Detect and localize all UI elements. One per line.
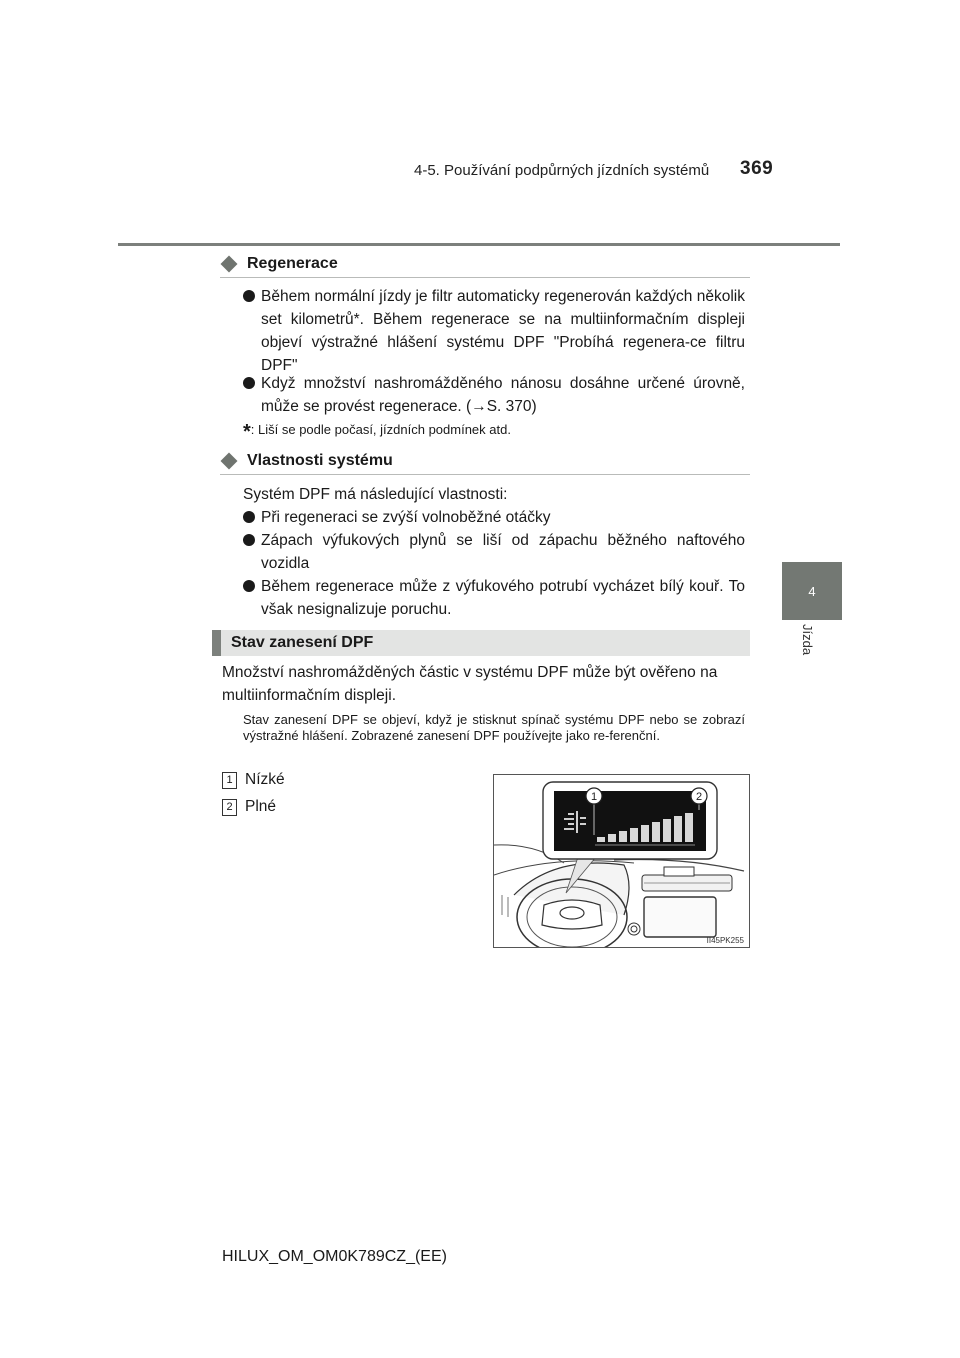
list-item: Při regeneraci se zvýší volnoběžné otáčky — [243, 506, 745, 529]
running-header-title: 4-5. Používání podpůrných jízdních systémů — [414, 162, 710, 179]
legend-number: 1 — [222, 772, 237, 789]
bullet-dot-icon — [243, 511, 255, 523]
footnote: *: Liší se podle počasí, jízdních podmínek atd. — [243, 421, 511, 443]
figure-code: II45PK255 — [706, 936, 744, 945]
legend-number: 2 — [222, 799, 237, 816]
list-item: Zápach výfukových plynů se liší od zápachu běžného naftového vozidla — [243, 529, 745, 575]
diamond-bullet-icon — [221, 256, 238, 273]
dpf-display-figure — [493, 774, 750, 948]
list-item: Během normální jízdy je filtr automaticky regenerován každých několik set kilometrů*. Během regenerace se na multiinformačním displeji objeví výstražné hlášení systému DPF "Probíhá regenera-ce filtru DPF" — [243, 285, 745, 377]
list-item: Když množství nashromážděného nánosu dosáhne určené úrovně, může se provést regenerace. (→S. 370) — [243, 372, 745, 418]
legend-label: Nízké — [245, 771, 285, 788]
stav-note: Stav zanesení DPF se objeví, když je stisknut spínač systému DPF nebo se zobrazí výstražné hlášení. Zobrazené zanesení DPF používejte jako re-ferenční. — [243, 712, 745, 743]
footnote-asterisk: * — [243, 421, 251, 443]
list-item: Během regenerace může z výfukového potrubí vycházet bílý kouř. To však nesignalizuje poruchu. — [243, 575, 745, 621]
chapter-tab — [782, 562, 842, 620]
header-rule — [118, 243, 840, 246]
callout-1-label: 1 — [590, 791, 598, 803]
bullet-dot-icon — [243, 290, 255, 302]
callout-2-label: 2 — [695, 791, 703, 803]
section-heading-stav: Stav zanesení DPF — [212, 630, 750, 656]
legend-item-1 — [222, 771, 285, 789]
bullet-dot-icon — [243, 377, 255, 389]
page-number: 369 — [740, 158, 774, 179]
chapter-label: Jízda — [800, 624, 815, 656]
intro-paragraph: Systém DPF má následující vlastnosti: — [243, 486, 508, 503]
stav-paragraph: Množství nashromážděných částic v systému DPF může být ověřeno na multiinformačním displeji. — [222, 664, 718, 704]
footer-document-code: HILUX_OM_OM0K789CZ_(EE) — [222, 1248, 447, 1265]
legend-label: Plné — [245, 798, 277, 815]
section-heading-regenerace: Regenerace — [220, 255, 750, 278]
bullet-dot-icon — [243, 580, 255, 592]
diamond-bullet-icon — [221, 453, 238, 470]
chapter-number: 4 — [808, 583, 816, 599]
bullet-dot-icon — [243, 534, 255, 546]
legend-item-2 — [222, 798, 276, 816]
section-heading-vlastnosti: Vlastnosti systému — [220, 452, 750, 475]
dashboard-illustration — [494, 775, 749, 947]
